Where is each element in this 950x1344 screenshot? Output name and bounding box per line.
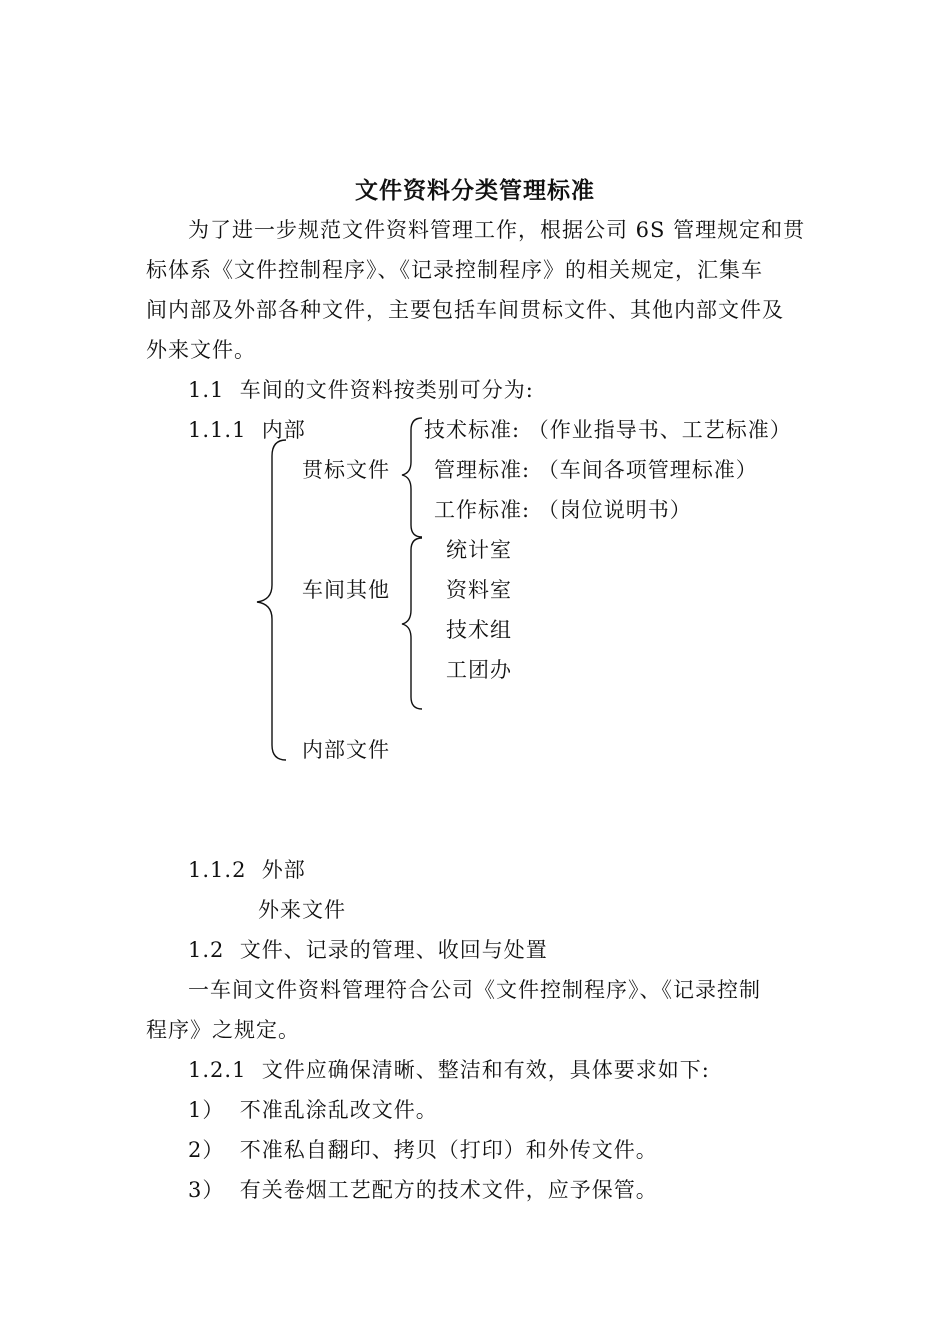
intro-line-1: 为了进一步规范文件资料管理工作，根据公司 6S 管理规定和贯 <box>188 218 806 242</box>
brace-offices <box>402 538 422 709</box>
rule-2: 2） 不准私自翻印、拷贝（打印）和外传文件。 <box>188 1138 658 1162</box>
standard-technical: 技术标准: （作业指导书、工艺标准） <box>424 418 792 442</box>
rule-3: 3） 有关卷烟工艺配方的技术文件，应予保管。 <box>188 1178 658 1202</box>
section-1-2: 1.2 文件、记录的管理、收回与处置 <box>188 938 548 962</box>
paragraph-2-line-2: 程序》之规定。 <box>146 1018 300 1042</box>
intro-line-3: 间内部及外部各种文件，主要包括车间贯标文件、其他内部文件及 <box>146 298 784 322</box>
rule-1: 1） 不准乱涂乱改文件。 <box>188 1098 438 1122</box>
external-item: 外来文件 <box>258 898 346 922</box>
group-internal-docs: 内部文件 <box>302 738 390 762</box>
paragraph-2-line-1: 一车间文件资料管理符合公司《文件控制程序》、《记录控制 <box>188 978 761 1002</box>
section-1-2-1: 1.2.1 文件应确保清晰、整洁和有效，具体要求如下: <box>188 1058 710 1082</box>
intro-line-2: 标体系《文件控制程序》、《记录控制程序》的相关规定，汇集车 <box>146 258 763 282</box>
section-1-1-2: 1.1.2 外部 <box>188 858 306 882</box>
section-1-1-1: 1.1.1 内部 <box>188 418 306 442</box>
brace-standards <box>402 418 422 537</box>
section-1-1: 1.1 车间的文件资料按类别可分为: <box>188 378 534 402</box>
office-technical-group: 技术组 <box>446 618 512 642</box>
brace-internal <box>257 440 286 760</box>
standard-work: 工作标准: （岗位说明书） <box>434 498 692 522</box>
office-union: 工团办 <box>446 658 512 682</box>
page-title: 文件资料分类管理标准 <box>355 177 595 204</box>
office-archives: 资料室 <box>446 578 512 602</box>
office-statistics: 统计室 <box>446 538 512 562</box>
group-workshop-other: 车间其他 <box>302 578 390 602</box>
standard-management: 管理标准: （车间各项管理标准） <box>434 458 758 482</box>
intro-line-4: 外来文件。 <box>146 338 256 362</box>
group-standard-docs: 贯标文件 <box>302 458 390 482</box>
